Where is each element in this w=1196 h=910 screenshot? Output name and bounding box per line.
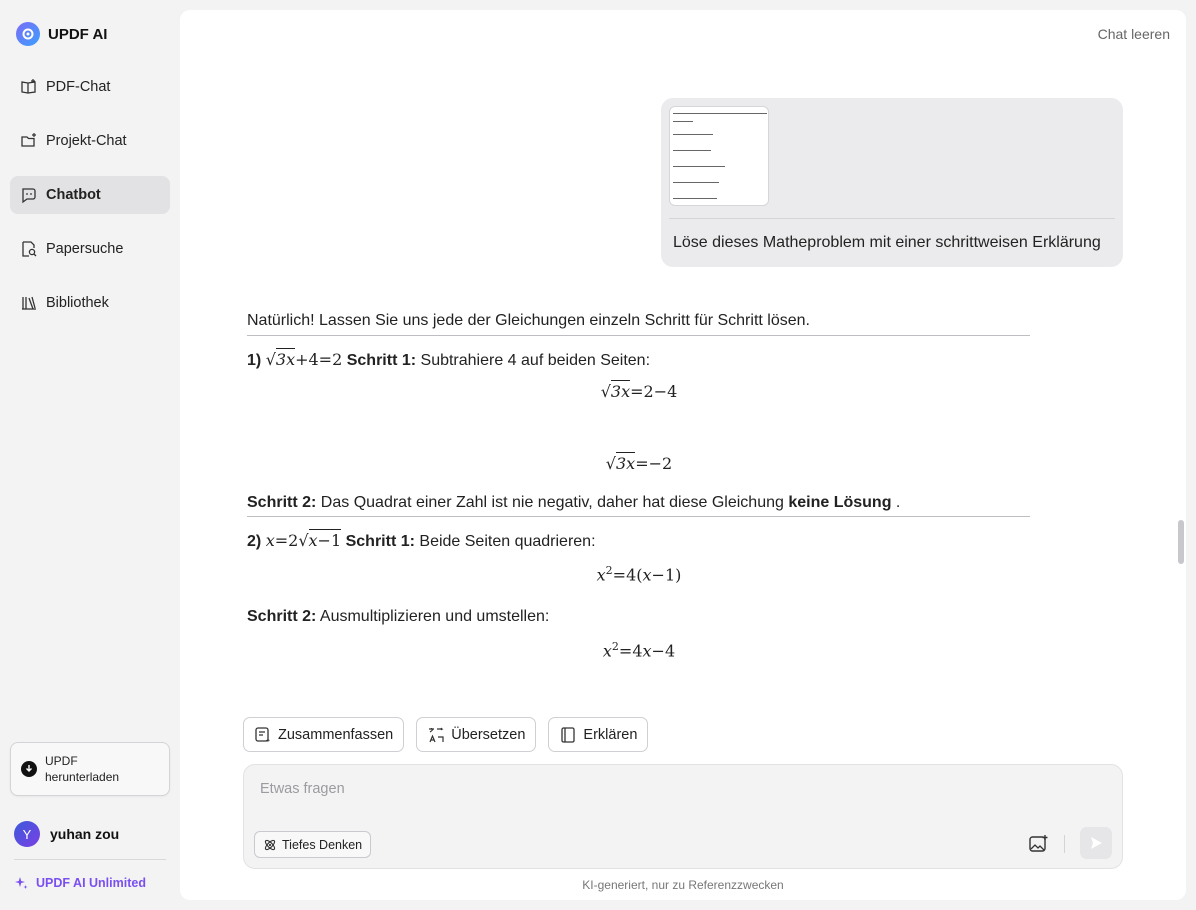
- chatbot-icon: [20, 186, 38, 204]
- upgrade-unlimited-link[interactable]: [14, 876, 146, 890]
- sparkle-icon: [14, 876, 28, 890]
- deep-thinking-label: Tiefes Denken: [282, 837, 363, 852]
- step-end: .: [895, 494, 901, 511]
- scrollbar[interactable]: [1178, 520, 1184, 564]
- send-icon: [1088, 835, 1104, 851]
- math-display: $x^2=4x-4$: [602, 640, 676, 661]
- divider: [1064, 835, 1065, 853]
- math-display: √3x=2−4: [600, 382, 678, 401]
- step-label: Schritt 2:: [247, 608, 317, 625]
- updf-logo-icon: [16, 22, 40, 46]
- library-icon: [20, 294, 38, 312]
- search-document-icon: [20, 240, 38, 258]
- problem-1-heading: [247, 350, 650, 370]
- chat-panel: [180, 10, 1186, 900]
- avatar: Y: [14, 821, 40, 847]
- sidebar-item-label: Bibliothek: [46, 295, 109, 311]
- user-name: yuhan zou: [50, 826, 120, 842]
- summarize-icon: [254, 726, 272, 744]
- attached-image-thumbnail[interactable]: [669, 106, 769, 206]
- send-button[interactable]: [1080, 827, 1112, 859]
- problem-number: 1): [247, 352, 262, 369]
- image-upload-button[interactable]: [1028, 833, 1050, 855]
- step-text: Beide Seiten quadrieren:: [419, 533, 596, 550]
- problem-2-heading: [247, 531, 596, 551]
- brand-name: UPDF AI: [48, 25, 108, 43]
- translate-icon: [427, 726, 445, 744]
- sidebar-nav: [10, 68, 170, 338]
- sidebar-item-label: Projekt-Chat: [46, 133, 127, 149]
- sidebar-item-chatbot[interactable]: [10, 176, 170, 214]
- divider: [247, 516, 1030, 517]
- book-icon: [559, 726, 577, 744]
- explain-label: Erklären: [583, 726, 638, 743]
- sidebar-item-bibliothek[interactable]: [10, 284, 170, 322]
- chat-input-box: [243, 764, 1123, 869]
- folder-plus-icon: [20, 132, 38, 150]
- sidebar-item-pdf-chat[interactable]: [10, 68, 170, 106]
- book-open-icon: [20, 78, 38, 96]
- sidebar-item-label: Papersuche: [46, 241, 124, 257]
- quick-actions: [243, 717, 648, 752]
- math-expression: √3x+4=2: [265, 350, 343, 369]
- answer-intro: Natürlich! Lassen Sie uns jede der Gleichungen einzeln Schritt für Schritt lösen.: [247, 312, 810, 329]
- sidebar-item-label: PDF-Chat: [46, 79, 111, 95]
- translate-label: Übersetzen: [451, 726, 526, 743]
- summarize-button[interactable]: [243, 717, 404, 752]
- download-label: UPDF herunterladen: [45, 754, 120, 784]
- download-updf-button[interactable]: [10, 742, 170, 796]
- problem-1-step-2: [247, 494, 900, 512]
- download-icon: [21, 761, 37, 777]
- divider: [14, 859, 166, 860]
- step-text: Ausmultiplizieren und umstellen:: [319, 608, 550, 625]
- summarize-label: Zusammenfassen: [278, 726, 394, 743]
- sidebar-item-projekt-chat[interactable]: [10, 122, 170, 160]
- message-separator: [669, 218, 1115, 219]
- math-display: √3x=−2: [605, 454, 673, 473]
- image-add-icon: [1028, 833, 1050, 855]
- user-message: [661, 98, 1123, 267]
- problem-number: 2): [247, 533, 262, 550]
- step-label: Schritt 1:: [346, 352, 417, 369]
- deep-thinking-toggle[interactable]: [254, 831, 371, 858]
- sidebar-item-papersuche[interactable]: [10, 230, 170, 268]
- problem-2-step-2: [247, 608, 549, 626]
- math-expression: x=2√x−1: [265, 531, 342, 550]
- ai-disclaimer: KI-generiert, nur zu Referenzzwecken: [582, 878, 784, 892]
- atom-icon: [263, 838, 277, 852]
- step-text: Das Quadrat einer Zahl ist nie negativ, daher hat diese Gleichung: [320, 494, 784, 511]
- step-text: Subtrahiere 4 auf beiden Seiten:: [420, 352, 651, 369]
- brand[interactable]: [16, 22, 107, 46]
- user-message-text: Löse dieses Matheproblem mit einer schrittweisen Erklärung: [673, 234, 1101, 251]
- divider: [247, 335, 1030, 336]
- sidebar: [0, 0, 180, 910]
- unlimited-label: UPDF AI Unlimited: [36, 876, 146, 890]
- chat-input[interactable]: [260, 781, 1020, 797]
- explain-button[interactable]: [548, 717, 648, 752]
- clear-chat-button[interactable]: Chat leeren: [1097, 26, 1170, 42]
- step-bold: keine Lösung: [788, 494, 892, 511]
- sidebar-item-label: Chatbot: [46, 187, 101, 203]
- user-profile[interactable]: [14, 821, 119, 847]
- step-label: Schritt 2:: [247, 494, 317, 511]
- step-label: Schritt 1:: [345, 533, 415, 550]
- math-display: $x^2=4(x-1)$: [596, 564, 682, 585]
- translate-button[interactable]: [416, 717, 536, 752]
